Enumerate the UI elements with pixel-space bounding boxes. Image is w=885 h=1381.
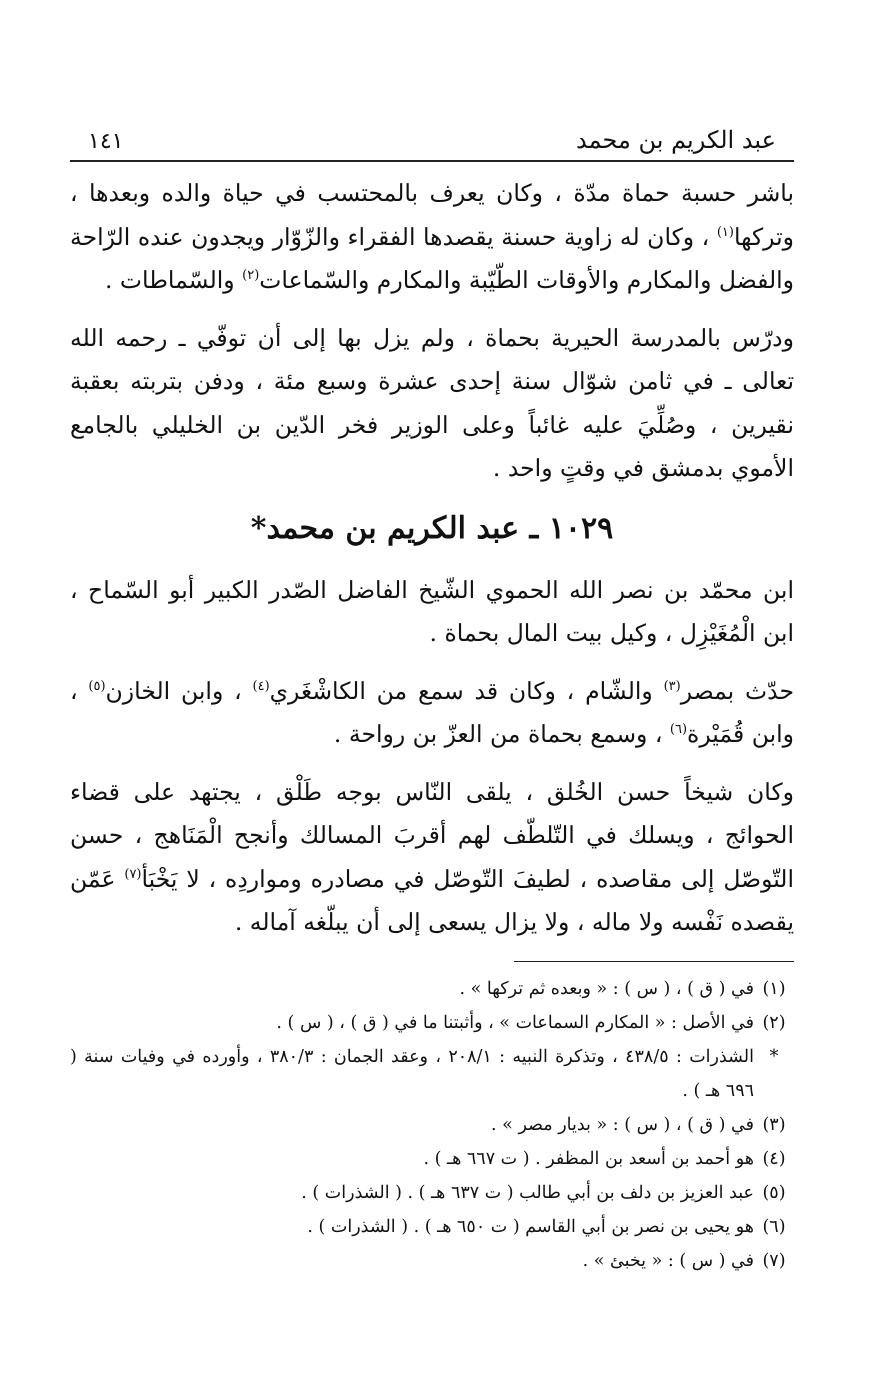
running-title: عبد الكريم بن محمد bbox=[576, 126, 776, 154]
paragraph bbox=[70, 172, 794, 303]
paragraph bbox=[70, 771, 794, 945]
footnote-ref: (١) bbox=[716, 224, 734, 240]
footnote-mark: (٦) bbox=[762, 1216, 786, 1237]
text-run: والشّام ، وكان قد سمع من الكاشْغَري bbox=[269, 676, 664, 705]
footnote-ref: (٦) bbox=[669, 722, 688, 737]
page-number: ١٤١ bbox=[88, 129, 124, 154]
footnote-ref: (٣) bbox=[663, 678, 681, 694]
footnote bbox=[70, 1040, 794, 1108]
footnote bbox=[70, 1006, 794, 1040]
footnote bbox=[70, 1176, 794, 1210]
footnote-mark: (٧) bbox=[762, 1250, 786, 1271]
entry-title: ١٠٢٩ ـ عبد الكريم بن محمد* bbox=[250, 510, 614, 546]
text-run: عَمّن يقصده نَفْسه ولا ماله ، ولا يزال يسعى إلى أن يبلّغه آماله . bbox=[70, 864, 794, 936]
footnote bbox=[70, 1108, 794, 1142]
footnote bbox=[70, 1210, 794, 1244]
main-text bbox=[70, 172, 794, 945]
footnote-ref: (٢) bbox=[242, 268, 260, 283]
text-run: والسّماطات . bbox=[104, 266, 243, 294]
text-run: حدّث بمصر bbox=[680, 676, 794, 705]
text-run: ، وابن قُمَيْرة bbox=[70, 676, 794, 748]
paragraph bbox=[70, 569, 794, 656]
footnote-mark: (٤) bbox=[762, 1148, 786, 1169]
footnote-text: في ( س ) : « يخبئ » . bbox=[582, 1250, 754, 1271]
text-run: ، وسمع بحماة من العزّ بن رواحة . bbox=[333, 720, 670, 748]
paragraph bbox=[70, 317, 794, 491]
text-run: ، وابن الخازن bbox=[105, 676, 253, 705]
footnotes bbox=[70, 972, 794, 1278]
book-page bbox=[70, 120, 794, 1278]
footnote bbox=[70, 972, 794, 1006]
footnote-ref: (٤) bbox=[252, 678, 270, 694]
footnote bbox=[70, 1142, 794, 1176]
text-run: وكان شيخاً حسن الخُلق ، يلقى النّاس بوجه طَلْق ، يجتهد على قضاء الحوائج ، ويسلك في التّلطّف لهم أقربَ المسالك وأنجح الْمَنَاهج ، حسن التّوصّل إلى مقاصده ، لطيفَ التّوصّل في مصادره ومواردِه ، لا يَخْبَأ bbox=[70, 777, 794, 893]
footnote-ref: (٧) bbox=[124, 866, 142, 882]
footnote-mark: (٣) bbox=[762, 1114, 786, 1135]
footnote-text: الشذرات : ٤٣٨/٥ ، وتذكرة النبيه : ٢٠٨/١ ، وعقد الجمان : ٣٨٠/٣ ، وأورده في وفيات سنة ( ٦٩٦ هـ ) . bbox=[70, 1046, 754, 1101]
footnote-mark: * bbox=[769, 1046, 779, 1067]
footnote-text: في ( ق ) ، ( س ) : « بديار مصر » . bbox=[491, 1114, 754, 1135]
footnote-mark: (٢) bbox=[762, 1012, 786, 1033]
paragraph bbox=[70, 670, 794, 757]
footnote-divider bbox=[514, 961, 794, 962]
footnote-text: في الأصل : « المكارم السماعات » ، وأثبتنا ما في ( ق ) ، ( س ) . bbox=[276, 1012, 754, 1033]
page-header bbox=[70, 120, 794, 162]
footnote-mark: (٥) bbox=[762, 1182, 786, 1203]
footnote-ref: (٥) bbox=[88, 678, 106, 694]
text-run: ، وكان له زاوية حسنة يقصدها الفقراء والزّوّار ويجدون عنده الرّاحة والفضل والمكارم والأوقات الطّيّبة والمكارم والسّماعات bbox=[70, 222, 794, 294]
footnote-text: عبد العزيز بن دلف بن أبي طالب ( ت ٦٣٧ هـ ) . ( الشذرات ) . bbox=[301, 1182, 754, 1203]
footnote-text: في ( ق ) ، ( س ) : « وبعده ثم تركها » . bbox=[459, 978, 754, 999]
footnote-text: هو يحيى بن نصر بن أبي القاسم ( ت ٦٥٠ هـ ) . ( الشذرات ) . bbox=[307, 1216, 754, 1237]
text-run: ودرّس بالمدرسة الحيرية بحماة ، ولم يزل بها إلى أن توفّي ـ رحمه الله تعالى ـ في ثامن شوّال سنة إحدى عشرة وسبع مئة ، ودفن بتربته بعقبة نقيرين ، وصُلِّيَ عليه غائباً وعلى الوزير فخر الدّين بن الخليلي بالجامع الأموي بدمشق في وقتٍ واحد . bbox=[70, 323, 794, 482]
footnote bbox=[70, 1244, 794, 1278]
footnote-mark: (١) bbox=[762, 978, 786, 999]
text-run: ابن محمّد بن نصر الله الحموي الشّيخ الفاضل الصّدر الكبير أبو السّماح ، ابن الْمُغَيْزِل ، وكيل بيت المال بحماة . bbox=[70, 575, 794, 647]
footnote-text: هو أحمد بن أسعد بن المظفر . ( ت ٦٦٧ هـ ) . bbox=[423, 1148, 754, 1169]
text-run: باشر حسبة حماة مدّة ، وكان يعرف بالمحتسب في حياة والده وبعدها ، وتركها bbox=[70, 179, 794, 251]
